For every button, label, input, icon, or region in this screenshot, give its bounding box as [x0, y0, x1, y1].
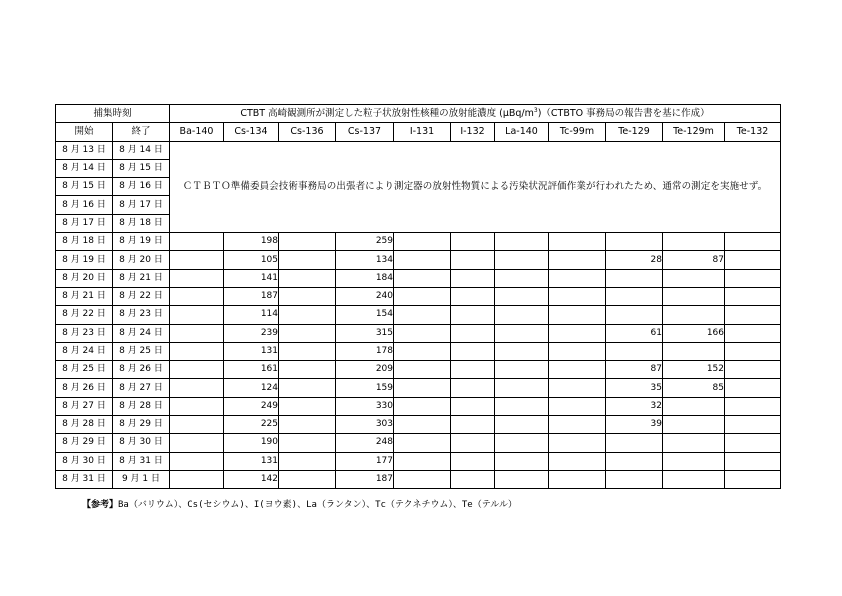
value-cell: 190 [224, 434, 279, 452]
value-cell [549, 324, 606, 342]
value-cell: 187 [224, 287, 279, 305]
value-cell [279, 379, 336, 397]
end-date-cell: 8 月 28 日 [113, 397, 170, 415]
header-row-columns [56, 123, 781, 141]
value-cell: 85 [663, 379, 725, 397]
end-date-cell: 8 月 29 日 [113, 416, 170, 434]
value-cell: 28 [606, 251, 663, 269]
value-cell: 315 [336, 324, 394, 342]
value-cell: 35 [606, 379, 663, 397]
value-cell [279, 324, 336, 342]
value-cell [279, 287, 336, 305]
value-cell [495, 287, 549, 305]
value-cell [663, 397, 725, 415]
value-cell [279, 342, 336, 360]
value-cell [451, 342, 495, 360]
end-date-cell: 8 月 15 日 [113, 159, 170, 177]
value-cell [394, 361, 451, 379]
title-superscript: 3 [533, 106, 538, 114]
start-date-cell: 8 月 22 日 [56, 306, 113, 324]
value-cell: 249 [224, 397, 279, 415]
start-date-cell: 8 月 23 日 [56, 324, 113, 342]
table-row [56, 251, 781, 269]
value-cell [495, 233, 549, 251]
start-date-cell: 8 月 27 日 [56, 397, 113, 415]
value-cell [170, 452, 224, 470]
value-cell [663, 269, 725, 287]
value-cell [279, 470, 336, 488]
nuclide-header-te129: Te-129 [606, 123, 663, 141]
value-cell: 159 [336, 379, 394, 397]
start-date-cell: 8 月 25 日 [56, 361, 113, 379]
value-cell [606, 287, 663, 305]
table-row [56, 452, 781, 470]
value-cell: 209 [336, 361, 394, 379]
value-cell [663, 470, 725, 488]
value-cell [495, 269, 549, 287]
value-cell [549, 269, 606, 287]
value-cell: 87 [606, 361, 663, 379]
value-cell [451, 397, 495, 415]
table-row [56, 269, 781, 287]
value-cell [495, 452, 549, 470]
value-cell [394, 379, 451, 397]
value-cell [170, 324, 224, 342]
end-date-cell: 8 月 25 日 [113, 342, 170, 360]
footnote-text: Ba（バリウム）、Cs(セシウム)、I(ヨウ素)、La（ランタン）、Tc（テクネチウム）、Te（テルル） [118, 500, 518, 510]
value-cell [451, 269, 495, 287]
value-cell [549, 397, 606, 415]
value-cell [394, 269, 451, 287]
capture-time-header: 捕集時刻 [56, 105, 170, 123]
value-cell: 240 [336, 287, 394, 305]
value-cell [170, 379, 224, 397]
start-date-cell: 8 月 30 日 [56, 452, 113, 470]
footnote-label: 【参考】 [82, 500, 119, 510]
value-cell: 177 [336, 452, 394, 470]
start-date-cell: 8 月 21 日 [56, 287, 113, 305]
value-cell: 184 [336, 269, 394, 287]
value-cell [549, 416, 606, 434]
value-cell [725, 324, 781, 342]
value-cell [663, 306, 725, 324]
value-cell [606, 306, 663, 324]
table-row [56, 397, 781, 415]
table-row [56, 287, 781, 305]
value-cell [394, 287, 451, 305]
end-date-cell: 8 月 17 日 [113, 196, 170, 214]
table-row [56, 379, 781, 397]
start-date-cell: 8 月 29 日 [56, 434, 113, 452]
value-cell [279, 306, 336, 324]
value-cell [663, 233, 725, 251]
value-cell [663, 452, 725, 470]
value-cell [279, 452, 336, 470]
table-row [56, 434, 781, 452]
value-cell [451, 251, 495, 269]
start-date-cell: 8 月 19 日 [56, 251, 113, 269]
start-date-cell: 8 月 20 日 [56, 269, 113, 287]
value-cell [279, 434, 336, 452]
end-date-cell: 8 月 18 日 [113, 214, 170, 232]
end-date-cell: 9 月 1 日 [113, 470, 170, 488]
value-cell [394, 452, 451, 470]
value-cell: 198 [224, 233, 279, 251]
value-cell [394, 470, 451, 488]
value-cell: 248 [336, 434, 394, 452]
value-cell: 87 [663, 251, 725, 269]
table-row [56, 342, 781, 360]
value-cell [725, 361, 781, 379]
value-cell [394, 233, 451, 251]
value-cell [549, 452, 606, 470]
table-row [56, 141, 781, 159]
value-cell [394, 342, 451, 360]
value-cell [495, 470, 549, 488]
value-cell: 239 [224, 324, 279, 342]
value-cell [606, 342, 663, 360]
value-cell [725, 233, 781, 251]
value-cell [549, 470, 606, 488]
value-cell [725, 397, 781, 415]
value-cell [394, 416, 451, 434]
value-cell [451, 287, 495, 305]
value-cell [170, 470, 224, 488]
value-cell: 134 [336, 251, 394, 269]
value-cell [725, 287, 781, 305]
start-column-header: 開始 [56, 123, 113, 141]
value-cell [451, 452, 495, 470]
header-row-title [56, 105, 781, 123]
value-cell [394, 251, 451, 269]
start-date-cell: 8 月 18 日 [56, 233, 113, 251]
value-cell [725, 452, 781, 470]
nuclide-header-cs134: Cs-134 [224, 123, 279, 141]
value-cell [170, 269, 224, 287]
value-cell [606, 470, 663, 488]
value-cell [549, 379, 606, 397]
value-cell [451, 379, 495, 397]
value-cell: 187 [336, 470, 394, 488]
value-cell: 39 [606, 416, 663, 434]
end-date-cell: 8 月 26 日 [113, 361, 170, 379]
value-cell [451, 233, 495, 251]
value-cell [451, 306, 495, 324]
value-cell [279, 251, 336, 269]
nuclide-header-te132: Te-132 [725, 123, 781, 141]
value-cell [170, 251, 224, 269]
value-cell [549, 342, 606, 360]
value-cell [663, 287, 725, 305]
nuclide-header-cs136: Cs-136 [279, 123, 336, 141]
value-cell: 225 [224, 416, 279, 434]
value-cell [495, 434, 549, 452]
value-cell [725, 470, 781, 488]
table-row [56, 233, 781, 251]
table-row [56, 470, 781, 488]
value-cell [495, 379, 549, 397]
value-cell [495, 306, 549, 324]
end-date-cell: 8 月 21 日 [113, 269, 170, 287]
value-cell [394, 306, 451, 324]
table-row [56, 416, 781, 434]
end-column-header: 終了 [113, 123, 170, 141]
value-cell [725, 269, 781, 287]
table-row [56, 361, 781, 379]
value-cell: 161 [224, 361, 279, 379]
value-cell [606, 434, 663, 452]
value-cell [606, 269, 663, 287]
start-date-cell: 8 月 26 日 [56, 379, 113, 397]
value-cell: 259 [336, 233, 394, 251]
end-date-cell: 8 月 20 日 [113, 251, 170, 269]
value-cell [606, 452, 663, 470]
start-date-cell: 8 月 14 日 [56, 159, 113, 177]
value-cell [663, 416, 725, 434]
value-cell: 166 [663, 324, 725, 342]
value-cell [279, 397, 336, 415]
start-date-cell: 8 月 31 日 [56, 470, 113, 488]
table-row [56, 324, 781, 342]
value-cell [394, 324, 451, 342]
value-cell [394, 434, 451, 452]
value-cell [451, 324, 495, 342]
value-cell [495, 251, 549, 269]
value-cell [549, 233, 606, 251]
end-date-cell: 8 月 14 日 [113, 141, 170, 159]
value-cell [394, 397, 451, 415]
value-cell [279, 233, 336, 251]
value-cell: 131 [224, 342, 279, 360]
value-cell [170, 397, 224, 415]
nuclide-header-te129m: Te-129m [663, 123, 725, 141]
title-suffix: )（CTBTO 事務局の報告書を基に作成） [537, 108, 710, 120]
value-cell: 154 [336, 306, 394, 324]
value-cell [725, 416, 781, 434]
end-date-cell: 8 月 22 日 [113, 287, 170, 305]
value-cell [663, 342, 725, 360]
end-date-cell: 8 月 16 日 [113, 178, 170, 196]
value-cell [725, 379, 781, 397]
radioactivity-table [55, 104, 781, 489]
value-cell: 178 [336, 342, 394, 360]
value-cell: 152 [663, 361, 725, 379]
start-date-cell: 8 月 13 日 [56, 141, 113, 159]
value-cell [170, 287, 224, 305]
value-cell: 105 [224, 251, 279, 269]
value-cell: 114 [224, 306, 279, 324]
value-cell: 61 [606, 324, 663, 342]
end-date-cell: 8 月 24 日 [113, 324, 170, 342]
nuclide-header-cs137: Cs-137 [336, 123, 394, 141]
value-cell [725, 342, 781, 360]
value-cell: 32 [606, 397, 663, 415]
value-cell [170, 306, 224, 324]
value-cell: 142 [224, 470, 279, 488]
value-cell: 303 [336, 416, 394, 434]
value-cell [495, 416, 549, 434]
table-title [170, 105, 781, 123]
value-cell: 141 [224, 269, 279, 287]
value-cell [725, 306, 781, 324]
end-date-cell: 8 月 30 日 [113, 434, 170, 452]
value-cell [451, 416, 495, 434]
value-cell [495, 324, 549, 342]
table-body [56, 141, 781, 489]
start-date-cell: 8 月 16 日 [56, 196, 113, 214]
nuclide-header-i132: I-132 [451, 123, 495, 141]
start-date-cell: 8 月 28 日 [56, 416, 113, 434]
title-prefix: CTBT 高崎観測所が測定した粒子状放射性核種の放射能濃度 (μBq/m [240, 108, 534, 120]
value-cell [549, 306, 606, 324]
value-cell [495, 342, 549, 360]
value-cell: 330 [336, 397, 394, 415]
start-date-cell: 8 月 24 日 [56, 342, 113, 360]
value-cell [170, 434, 224, 452]
footnote [82, 497, 517, 510]
start-date-cell: 8 月 15 日 [56, 178, 113, 196]
value-cell [725, 251, 781, 269]
value-cell [549, 287, 606, 305]
value-cell [170, 361, 224, 379]
value-cell [451, 434, 495, 452]
value-cell [606, 233, 663, 251]
end-date-cell: 8 月 19 日 [113, 233, 170, 251]
value-cell [279, 269, 336, 287]
value-cell [170, 342, 224, 360]
nuclide-header-ba140: Ba-140 [170, 123, 224, 141]
value-cell [170, 416, 224, 434]
value-cell: 124 [224, 379, 279, 397]
value-cell [725, 434, 781, 452]
value-cell [495, 397, 549, 415]
value-cell [170, 233, 224, 251]
value-cell [451, 361, 495, 379]
start-date-cell: 8 月 17 日 [56, 214, 113, 232]
nuclide-header-tc99m: Tc-99m [549, 123, 606, 141]
end-date-cell: 8 月 31 日 [113, 452, 170, 470]
value-cell [279, 416, 336, 434]
end-date-cell: 8 月 27 日 [113, 379, 170, 397]
value-cell [663, 434, 725, 452]
value-cell [495, 361, 549, 379]
value-cell [549, 434, 606, 452]
value-cell [549, 251, 606, 269]
value-cell: 131 [224, 452, 279, 470]
table-row [56, 306, 781, 324]
nuclide-header-i131: I-131 [394, 123, 451, 141]
value-cell [549, 361, 606, 379]
value-cell [451, 470, 495, 488]
value-cell [279, 361, 336, 379]
end-date-cell: 8 月 23 日 [113, 306, 170, 324]
nuclide-header-la140: La-140 [495, 123, 549, 141]
measurement-suspended-notice: ＣＴＢＴＯ準備委員会技術事務局の出張者により測定器の放射性物質による汚染状況評価作業が行われたため、通常の測定を実施せず。 [170, 141, 781, 232]
